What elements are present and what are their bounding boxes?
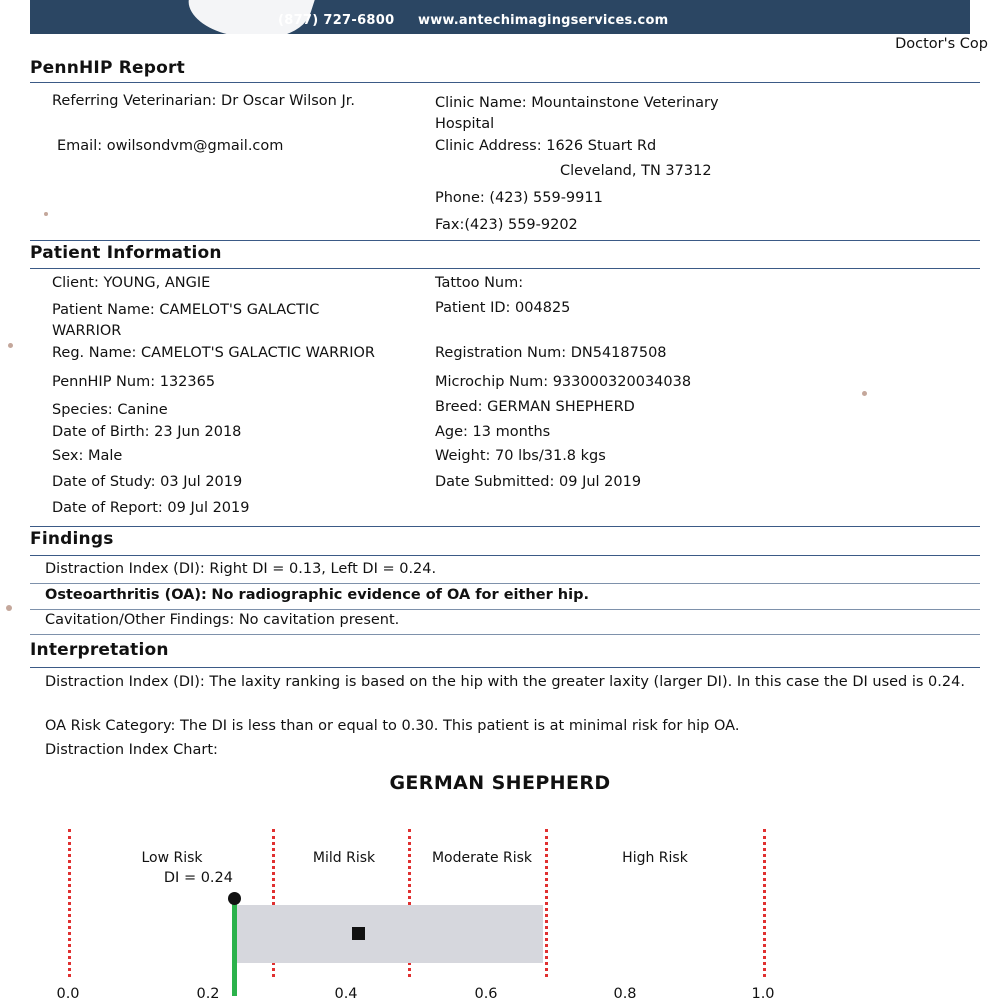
zone-label-low-risk: Low Risk [141,850,203,866]
divider [30,583,980,584]
patient-di-line [232,898,237,996]
patient-field-client: Client: YOUNG, ANGIE [52,275,211,291]
divider [30,526,980,527]
patient-di-label: DI = 0.24 [163,870,233,886]
referring-vet-row: Referring Veterinarian: Dr Oscar Wilson Jr. [52,93,355,109]
axis-tick-2: 0.4 [334,986,358,1002]
zone-label-mild-risk: Mild Risk [312,850,376,866]
scan-speck [44,212,48,216]
patient-field-date-of-report: Date of Report: 09 Jul 2019 [52,500,250,516]
zone-label-moderate-risk: Moderate Risk [431,850,533,866]
findings-cavitation-row: Cavitation/Other Findings: No cavitation present. [45,612,400,628]
breed-range-band [234,905,543,963]
scan-speck [6,605,12,611]
patient-field-microchip-num: Microchip Num: 933000320034038 [435,374,692,390]
patient-field-sex: Sex: Male [52,448,123,464]
patient-field-reg-name: Reg. Name: CAMELOT'S GALACTIC WARRIOR [52,345,375,361]
patient-field-patient-name: Patient Name: CAMELOT'S GALACTIC WARRIOR [52,302,320,340]
patient-field-registration-num: Registration Num: DN54187508 [435,345,667,361]
breed-mean-marker [352,927,365,940]
zone-boundary-0.7 [545,829,548,977]
divider [30,82,980,83]
divider [30,240,980,241]
scan-speck [862,391,867,396]
header-website: www.antechimagingservices.com [418,13,669,28]
patient-field-patient-id: Patient ID: 004825 [435,300,571,316]
axis-tick-1: 0.2 [196,986,220,1002]
interpretation-chart-label: Distraction Index Chart: [45,742,218,758]
doctors-copy-label: Doctor's Cop [895,36,988,52]
axis-tick-5: 1.0 [751,986,775,1002]
findings-section-title: Findings [30,529,114,549]
patient-field-species: Species: Canine [52,402,168,418]
patient-field-weight: Weight: 70 lbs/31.8 kgs [435,448,606,464]
interpretation-di-row: Distraction Index (DI): The laxity ranking is based on the hip with the greater laxity (larger DI). In this case the DI used is 0.24. [45,674,965,690]
patient-field-tattoo-num: Tattoo Num: [435,275,524,291]
distraction-index-chart [0,820,1000,1000]
axis-tick-0: 0.0 [56,986,80,1002]
chart-title: GERMAN SHEPHERD [389,772,611,794]
patient-field-pennhip-num: PennHIP Num: 132365 [52,374,216,390]
interpretation-oa-risk-row: OA Risk Category: The DI is less than or equal to 0.30. This patient is at minimal risk for hip OA. [45,718,740,734]
zone-boundary-0.0 [68,829,71,977]
header-phone: (877) 727-6800 [278,13,395,28]
divider [30,555,980,556]
axis-tick-3: 0.6 [474,986,498,1002]
clinic-phone-row: Phone: (423) 559-9911 [435,190,603,206]
findings-di-row: Distraction Index (DI): Right DI = 0.13, Left DI = 0.24. [45,561,437,577]
email-row: Email: owilsondvm@gmail.com [57,138,284,154]
patient-di-dot [228,892,241,905]
page-title: PennHIP Report [30,58,185,78]
divider [30,609,980,610]
divider [30,268,980,269]
divider [30,667,980,668]
interpretation-section-title: Interpretation [30,640,169,660]
divider [30,634,980,635]
zone-boundary-1.0 [763,829,766,977]
clinic-address-row: Clinic Address: 1626 Stuart Rd [435,138,657,154]
clinic-fax-row: Fax:(423) 559-9202 [435,217,578,233]
patient-field-age: Age: 13 months [435,424,551,440]
clinic-address-line2: Cleveland, TN 37312 [560,163,712,179]
patient-field-date-submitted: Date Submitted: 09 Jul 2019 [435,474,642,490]
patient-field-breed: Breed: GERMAN SHEPHERD [435,399,635,415]
axis-tick-4: 0.8 [613,986,637,1002]
findings-oa-row: Osteoarthritis (OA): No radiographic evidence of OA for either hip. [45,587,589,603]
header-banner [30,0,970,34]
zone-label-high-risk: High Risk [622,850,688,866]
patient-field-dob: Date of Birth: 23 Jun 2018 [52,424,242,440]
scan-speck [8,343,13,348]
clinic-name-row: Clinic Name: Mountainstone Veterinary Hospital [435,95,719,133]
patient-field-date-of-study: Date of Study: 03 Jul 2019 [52,474,243,490]
patient-section-title: Patient Information [30,243,222,263]
